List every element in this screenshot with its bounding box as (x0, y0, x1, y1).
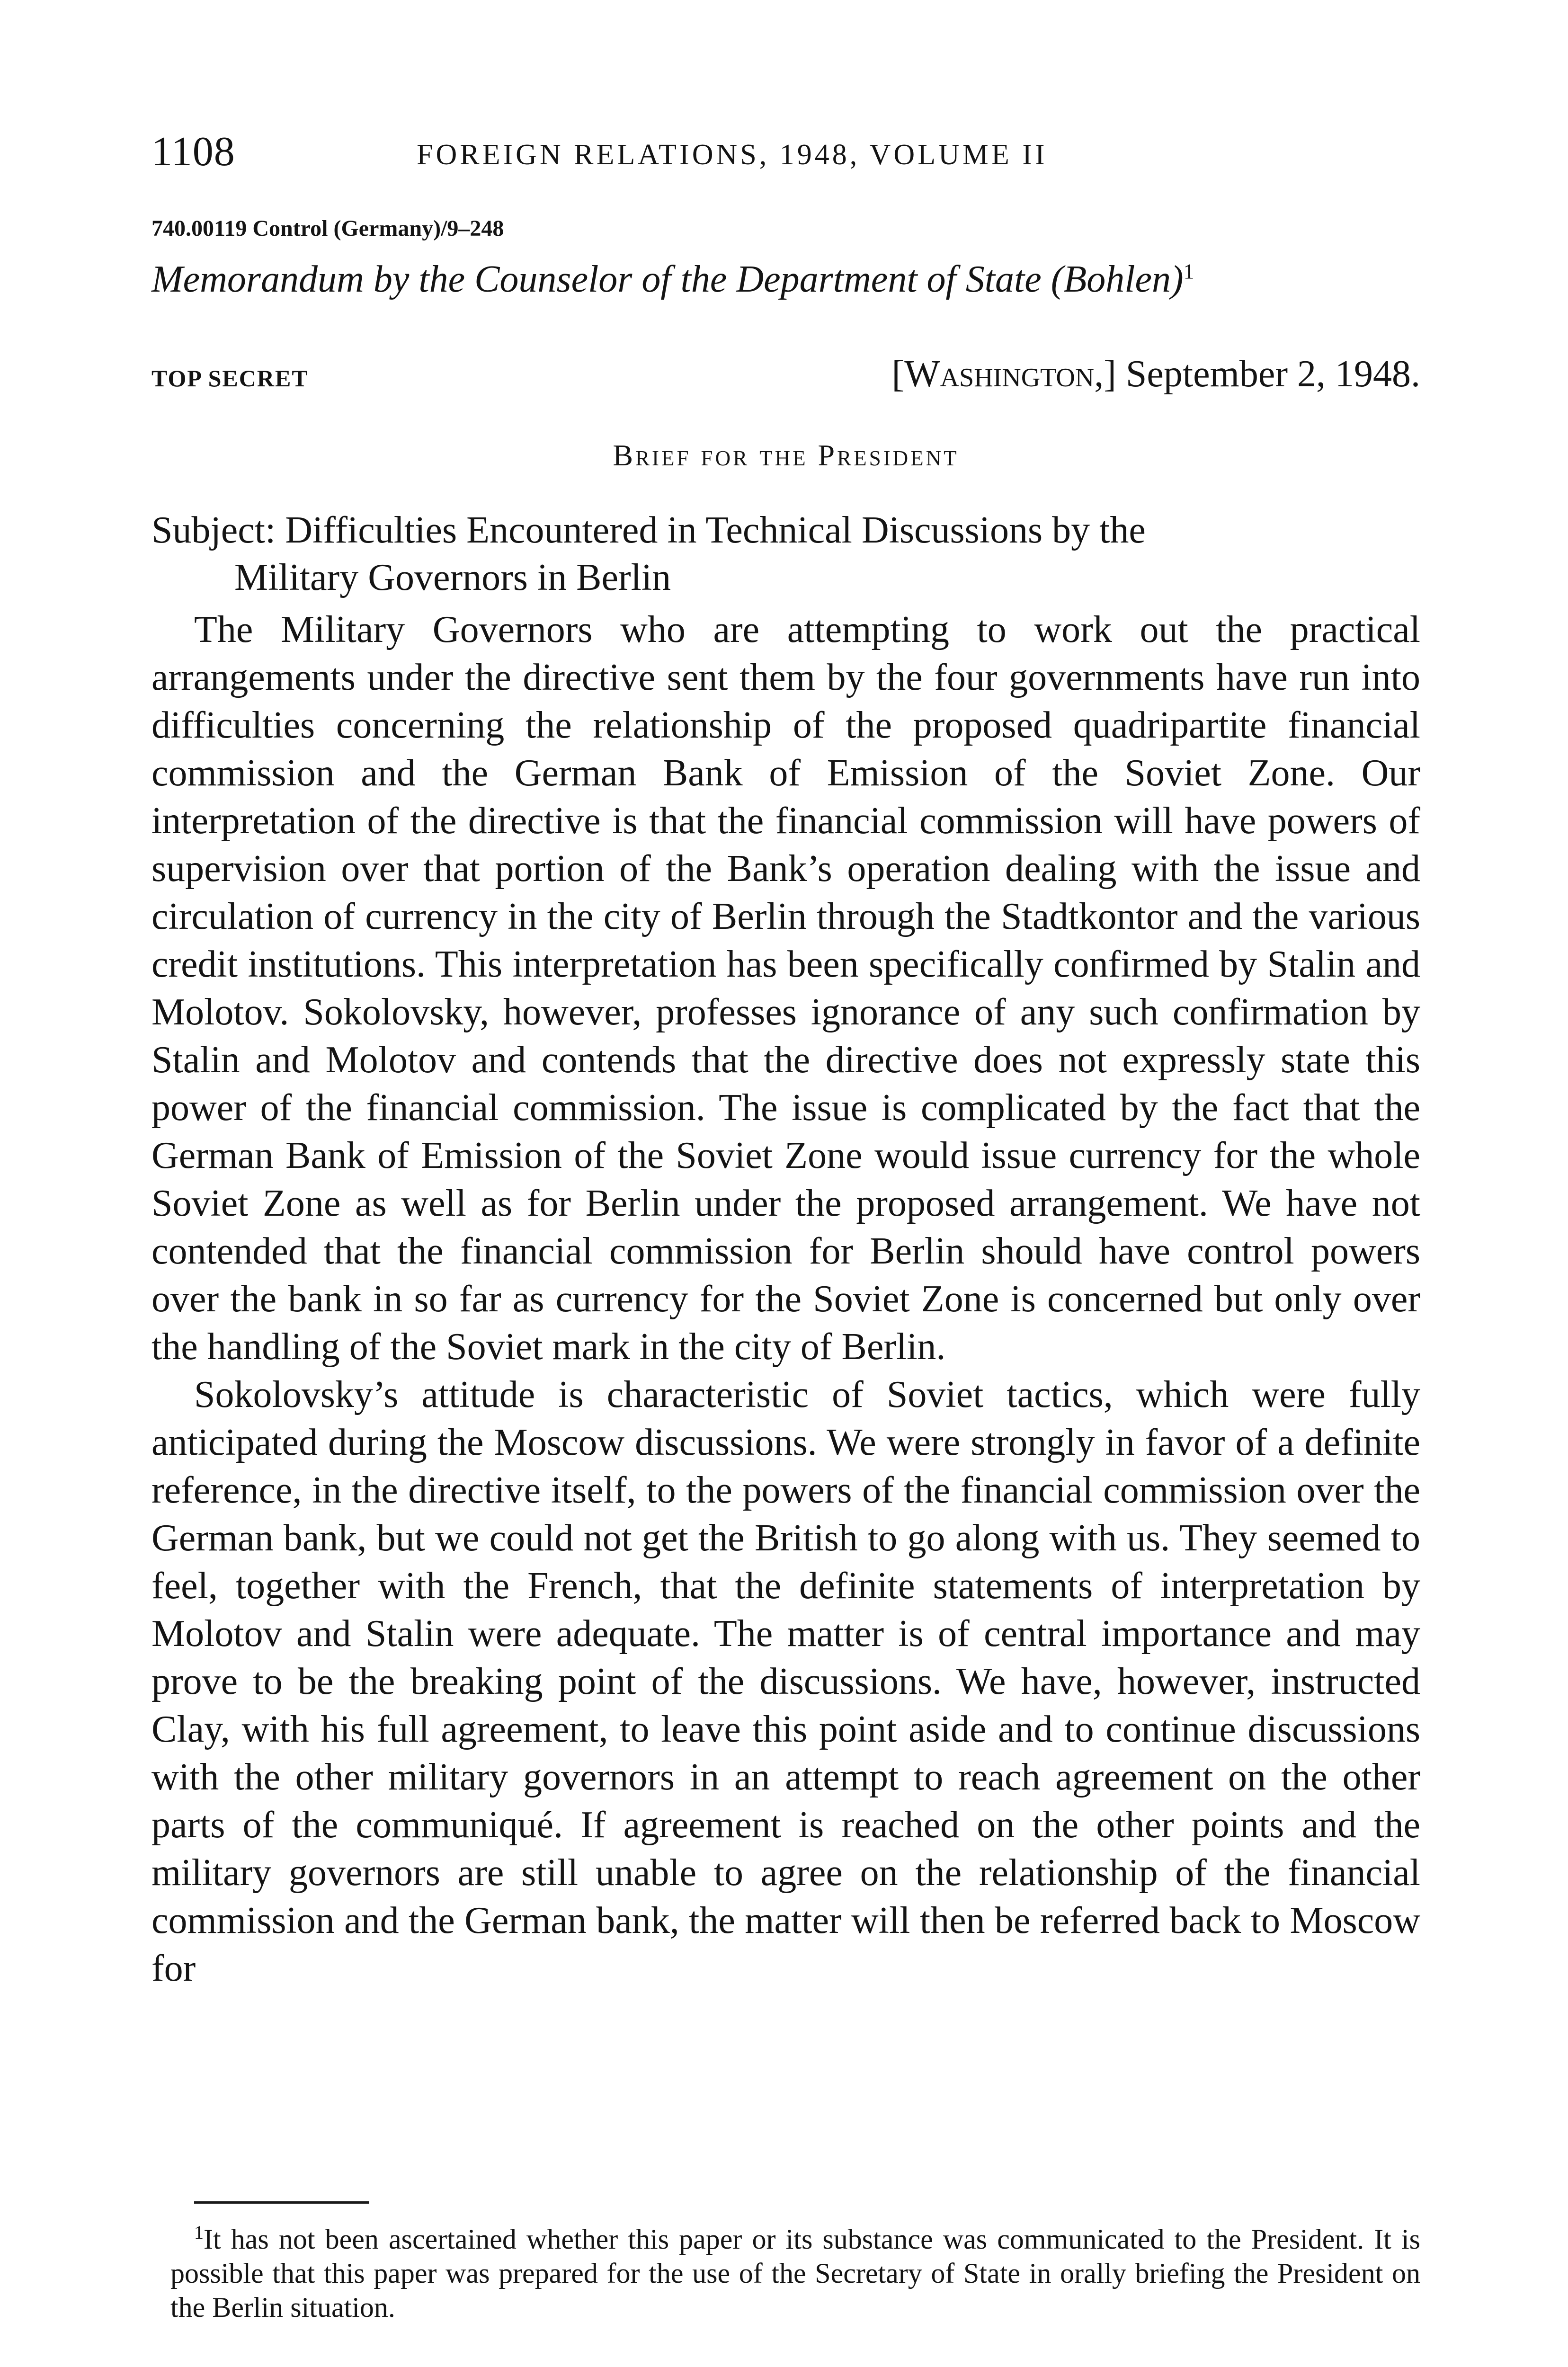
title-footnote-mark: 1 (1183, 259, 1194, 284)
body-paragraph-1: The Military Governors who are attempting to work out the practical arrangements under the directive sent them by the four governments have run into difficulties concerning the relationship of the proposed quadripartite financial commission and the German Bank of Emission of the Soviet Zone. Our interpretation of the directive is that the financial commission will have powers of supervision over that portion of the Bank’s operation dealing with the issue and circulation of currency in the city of Berlin through the Stadtkontor and the various credit institutions. This interpretation has been specifically confirmed by Stalin and Molotov. Sokolovsky, however, professes ignorance of any such confirmation by Stalin and Molotov and contends that the directive does not expressly state this power of the financial commission. The issue is complicated by the fact that the German Bank of Emission of the Soviet Zone would issue currency for the whole Soviet Zone as well as for Berlin under the proposed arrangement. We have not contended that the financial commission for Berlin should have control powers over the bank in so far as currency for the Soviet Zone is concerned but only over the handling of the Soviet mark in the city of Berlin. (151, 609, 1420, 1368)
body-text (151, 606, 1420, 1993)
dateline (767, 353, 1420, 396)
dateline-place: Washington (904, 353, 1095, 395)
footnote-mark: 1 (194, 2222, 204, 2243)
dateline-close-bracket: ,] (1094, 353, 1116, 395)
document-title (151, 258, 1194, 301)
dateline-date: September 2, 1948. (1125, 353, 1420, 395)
subject-line (151, 507, 1420, 601)
classification-label: TOP SECRET (151, 365, 309, 392)
document-title-text: Memorandum by the Counselor of the Department of State (Bohlen) (151, 258, 1184, 300)
dateline-open-bracket: [ (891, 353, 905, 395)
footnote-text: It has not been ascertained whether this paper or its substance was communicated to the President. It is possible that this paper was prepared for the use of the Secretary of State in orally briefing the President on the Berlin situation. (170, 2224, 1420, 2323)
subject-line-1: Subject: Difficulties Encountered in Technical Discussions by the (151, 509, 1146, 551)
file-reference: 740.00119 Control (Germany)/9–248 (151, 216, 504, 241)
footnote (170, 2216, 1420, 2324)
brief-heading: Brief for the President (613, 438, 959, 472)
page-number: 1108 (151, 129, 235, 175)
subject-line-2: Military Governors in Berlin (234, 557, 671, 598)
footnote-divider (194, 2201, 369, 2204)
page-header (151, 128, 1420, 180)
body-paragraph-2: Sokolovsky’s attitude is characteristic of Soviet tactics, which were fully anticipated during the Moscow discussions. We were strongly in favor of a definite reference, in the directive itself, to the powers of the financial commission over the German bank, but we could not get the British to go along with us. They seemed to feel, together with the French, that the definite statements of interpretation by Molotov and Stalin were adequate. The matter is of central importance and may prove to be the breaking point of the discussions. We have, however, instructed Clay, with his full agreement, to leave this point aside and to continue discussions with the other military governors in an attempt to reach agreement on the other parts of the communiqué. If agreement is reached on the other points and the military governors are still unable to agree on the relationship of the financial commission and the German bank, the matter will then be referred back to Moscow for (151, 1374, 1420, 1989)
running-head: FOREIGN RELATIONS, 1948, VOLUME II (417, 139, 1048, 171)
